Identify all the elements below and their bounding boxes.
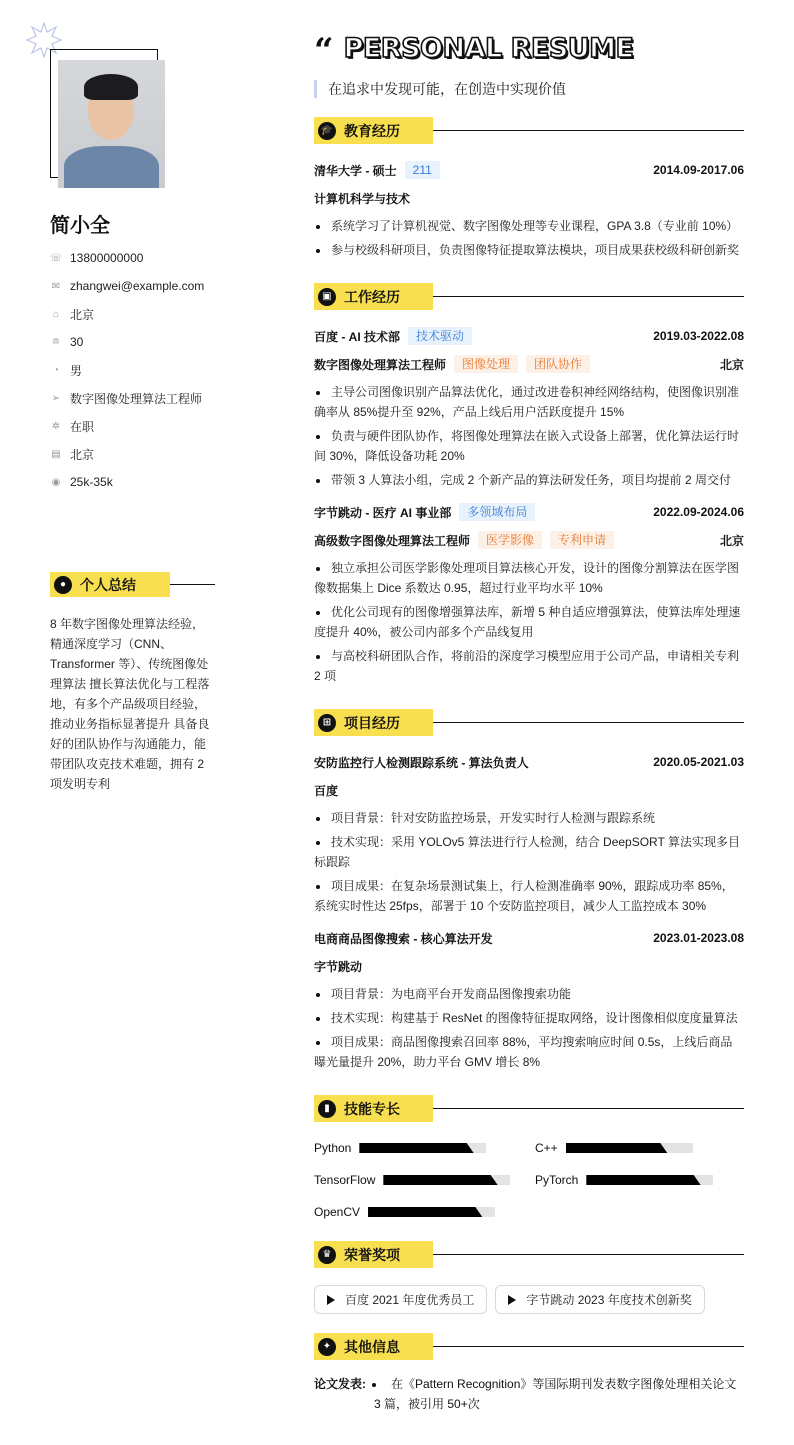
- contact-value: 男: [70, 363, 83, 378]
- honors-section: [314, 1241, 744, 1314]
- other-section: [314, 1333, 744, 1414]
- project-name: 安防监控行人检测跟踪系统 - 算法负责人: [314, 755, 529, 770]
- contact-item: [50, 356, 204, 384]
- section-header-other: [314, 1333, 744, 1360]
- school: 清华大学 - 硕士: [314, 163, 397, 178]
- status-icon: ✲: [51, 420, 61, 432]
- bullet-item: 主导公司图像识别产品算法优化，通过改进卷积神经网络结构，使图像识别准确率从 85%提升至 92%，产品上线后用户活跃度提升 15%: [314, 382, 744, 422]
- bullet-list: [314, 554, 744, 686]
- role-tag: 专利申请: [550, 531, 614, 549]
- projects-section: [314, 709, 744, 1072]
- organization: 字节跳动: [314, 959, 363, 974]
- company-tag: 技术驱动: [408, 327, 472, 345]
- play-icon: [508, 1295, 516, 1305]
- age-icon: ≘: [51, 336, 61, 348]
- resume-title: [314, 28, 634, 71]
- organization: 百度: [314, 783, 339, 798]
- contact-value: 北京: [70, 307, 95, 322]
- contact-item: [50, 384, 204, 412]
- company: 百度 - AI 技术部: [314, 329, 400, 344]
- award-item: [495, 1285, 704, 1314]
- project-entry: [314, 748, 744, 916]
- award-text: 字节跳动 2023 年度技术创新奖: [526, 1293, 692, 1307]
- bullet-item: 系统学习了计算机视觉、数字图像处理等专业课程，GPA 3.8（专业前 10%）: [314, 216, 744, 236]
- skill-fill: [383, 1175, 497, 1185]
- skill-bar: [359, 1143, 486, 1153]
- contact-item: [50, 244, 204, 272]
- skill-fill: [368, 1207, 482, 1217]
- skill-bar: [586, 1175, 713, 1185]
- skill-item: [535, 1132, 744, 1164]
- section-header-education: [314, 117, 744, 144]
- contact-item: [50, 440, 204, 468]
- salary-icon: ◉: [51, 476, 61, 488]
- info-icon: ✦: [318, 1338, 336, 1356]
- sections: [314, 117, 744, 1414]
- project-entry: [314, 924, 744, 1072]
- bullet-list: [314, 212, 744, 260]
- bullet-item: 项目成果：在复杂场景测试集上，行人检测准确率 90%，跟踪成功率 85%，系统实时性达 25fps，部署于 10 个安防监控项目，减少人工监控成本 30%: [314, 876, 744, 916]
- bullet-list: [314, 804, 744, 916]
- skill-bar: [368, 1207, 495, 1217]
- role: 数字图像处理算法工程师: [314, 357, 447, 372]
- contact-list: [50, 244, 204, 496]
- other-label: 论文发表:: [314, 1377, 366, 1391]
- section-header-work: [314, 283, 744, 310]
- building-icon: ▤: [51, 448, 61, 460]
- grid-icon: ⊞: [318, 714, 336, 732]
- contact-item: [50, 412, 204, 440]
- award-text: 百度 2021 年度优秀员工: [345, 1293, 475, 1307]
- skill-name: TensorFlow: [314, 1173, 376, 1187]
- company-tag: 多领域布局: [459, 503, 535, 521]
- contact-value: 30: [70, 335, 84, 349]
- section-title: 技能专长: [344, 1100, 400, 1117]
- quote-icon: “: [314, 31, 334, 71]
- skill-fill: [359, 1143, 473, 1153]
- home-icon: ⌂: [52, 308, 60, 320]
- contact-value: 数字图像处理算法工程师: [70, 391, 203, 406]
- mail-icon: ✉: [51, 280, 61, 292]
- phone-icon: ☏: [49, 252, 63, 264]
- section-title: 项目经历: [344, 714, 400, 731]
- role-tag: 医学影像: [478, 531, 542, 549]
- company: 字节跳动 - 医疗 AI 事业部: [314, 505, 452, 520]
- other-text: 在《Pattern Recognition》等国际期刊发表数字图像处理相关论文 3 篇，被引用 50+次: [370, 1374, 744, 1414]
- section-title: 教育经历: [344, 122, 400, 139]
- avatar-photo: [58, 60, 165, 188]
- motto: 在追求中发现可能，在创造中实现价值: [314, 80, 566, 98]
- work-entry: [314, 322, 744, 490]
- skill-item: [314, 1132, 535, 1164]
- bullet-item: 独立承担公司医学影像处理项目算法核心开发，设计的图像分割算法在医学图像数据集上 Dice 系数达 0.95，超过行业平均水平 10%: [314, 558, 744, 598]
- work-section: [314, 283, 744, 686]
- bullet-item: 项目背景：针对安防监控场景，开发实时行人检测与跟踪系统: [314, 808, 744, 828]
- education-section: [314, 117, 744, 260]
- bullet-list: [314, 980, 744, 1072]
- skill-item: [314, 1164, 535, 1196]
- bullet-item: 项目背景：为电商平台开发商品图像搜索功能: [314, 984, 744, 1004]
- skill-bar: [566, 1143, 693, 1153]
- section-header-projects: [314, 709, 744, 736]
- skill-name: OpenCV: [314, 1205, 361, 1219]
- date: 2023.01-2023.08: [653, 931, 744, 945]
- date: 2014.09-2017.06: [653, 163, 744, 177]
- major: 计算机科学与技术: [314, 191, 411, 206]
- school-tag: 211: [405, 161, 440, 179]
- graduation-cap-icon: 🎓: [318, 122, 336, 140]
- summary-text: 8 年数字图像处理算法经验，精通深度学习（CNN、Transformer 等）、传统图像处理算法 擅长算法优化与工程落地，有多个产品级项目经验，推动业务指标显著提升 具备良好的团队协作与沟通能力，能带团队攻克技术难题，拥有 2 项发明专利: [50, 617, 210, 791]
- date: 2020.05-2021.03: [653, 755, 744, 769]
- bullet-item: 技术实现：采用 YOLOv5 算法进行行人检测，结合 DeepSORT 算法实现多目标跟踪: [314, 832, 744, 872]
- contact-item: [50, 468, 204, 496]
- user-icon: ●: [54, 576, 72, 594]
- role-tag: 图像处理: [454, 355, 518, 373]
- bullet-item: 项目成果：商品图像搜索召回率 88%，平均搜索响应时间 0.5s，上线后商品曝光量提升 20%，助力平台 GMV 增长 8%: [314, 1032, 744, 1072]
- contact-item: [50, 300, 204, 328]
- bullet-item: 与高校科研团队合作，将前沿的深度学习模型应用于公司产品，申请相关专利 2 项: [314, 646, 744, 686]
- skill-name: Python: [314, 1141, 352, 1155]
- briefcase-icon: ▣: [318, 288, 336, 306]
- city: 北京: [719, 533, 744, 548]
- skill-bar: [383, 1175, 510, 1185]
- contact-value: 在职: [70, 419, 95, 434]
- bullet-item: 优化公司现有的图像增强算法库，新增 5 种自适应增强算法，使算法库处理速度提升 40%，被公司内部多个产品线复用: [314, 602, 744, 642]
- section-header-summary: [50, 572, 215, 597]
- chart-icon: ▮: [318, 1100, 336, 1118]
- role: 高级数字图像处理算法工程师: [314, 533, 471, 548]
- send-icon: ➢: [51, 392, 61, 404]
- date: 2022.09-2024.06: [653, 505, 744, 519]
- contact-value: 13800000000: [70, 251, 144, 265]
- contact-value: 北京: [70, 447, 95, 462]
- contact-value: 25k-35k: [70, 475, 113, 489]
- bullet-item: 带领 3 人算法小组，完成 2 个新产品的算法研发任务，项目均提前 2 周交付: [314, 470, 744, 490]
- section-title: 个人总结: [80, 576, 136, 593]
- role-tag: 团队协作: [526, 355, 590, 373]
- award-icon: ♛: [318, 1246, 336, 1264]
- award-item: [314, 1285, 487, 1314]
- project-name: 电商商品图像搜索 - 核心算法开发: [314, 931, 493, 946]
- contact-value: zhangwei@example.com: [70, 279, 205, 293]
- skill-name: C++: [535, 1141, 558, 1155]
- section-header-skills: [314, 1095, 744, 1122]
- bullet-list: [314, 378, 744, 490]
- bullet-item: 参与校级科研项目，负责图像特征提取算法模块，项目成果获校级科研创新奖: [314, 240, 744, 260]
- contact-item: [50, 272, 204, 300]
- work-entry: [314, 498, 744, 686]
- bullet-item: 技术实现：构建基于 ResNet 的图像特征提取网络，设计图像相似度度量算法: [314, 1008, 744, 1028]
- section-title: 其他信息: [344, 1338, 400, 1355]
- section-title: 工作经历: [344, 288, 400, 305]
- skill-name: PyTorch: [535, 1173, 579, 1187]
- skills-section: [314, 1095, 744, 1228]
- skill-item: [535, 1164, 744, 1196]
- section-header-honors: [314, 1241, 744, 1268]
- gender-icon: ◔: [52, 364, 60, 376]
- section-title: 荣誉奖项: [344, 1246, 400, 1263]
- date: 2019.03-2022.08: [653, 329, 744, 343]
- skill-item: [314, 1196, 535, 1228]
- skill-fill: [566, 1143, 668, 1153]
- city: 北京: [719, 357, 744, 372]
- candidate-name: 简小全: [50, 215, 110, 237]
- play-icon: [327, 1295, 335, 1305]
- contact-item: [50, 328, 204, 356]
- skill-fill: [586, 1175, 700, 1185]
- title-text: PERSONAL RESUME: [343, 32, 634, 64]
- bullet-item: 负责与硬件团队协作，将图像处理算法在嵌入式设备上部署，优化算法运行时间 30%，降低设备功耗 20%: [314, 426, 744, 466]
